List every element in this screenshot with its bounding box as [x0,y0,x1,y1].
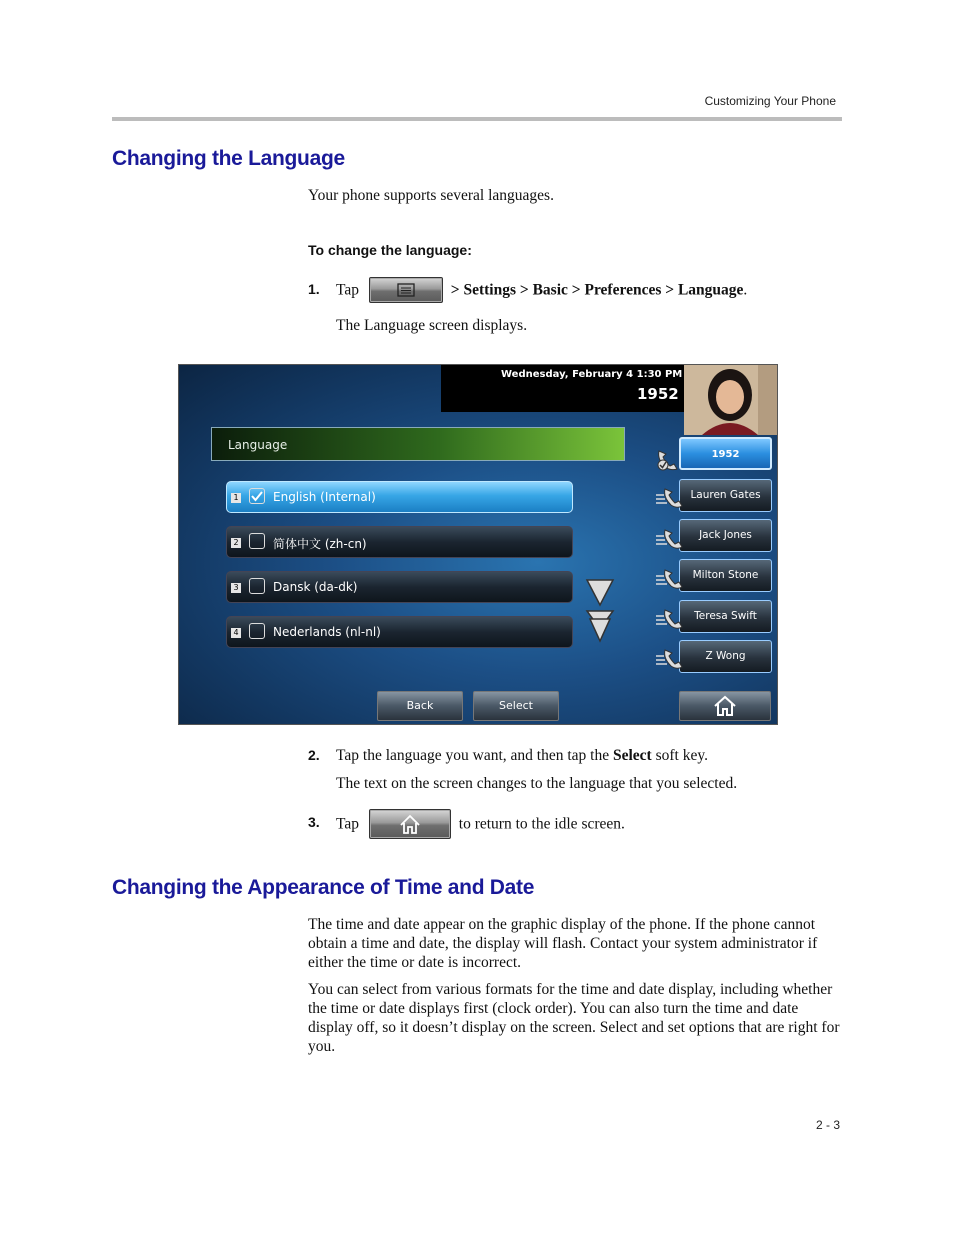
section-title-time-date: Changing the Appearance of Time and Date [112,876,535,899]
contact-photo [684,365,777,435]
date-time: Wednesday, February 4 1:30 PM [501,369,683,380]
person-photo-icon [684,365,777,435]
speed-dial-icon [655,606,683,632]
header-rule [112,117,842,121]
language-screen-screenshot [178,364,778,725]
menu-key-button[interactable] [369,277,443,303]
time-date-paragraph-2: You can select from various formats for the time and date display, including whether the time or date displays first (clock order). You can also turn the time and date display off, so it doesn’t display on the screen. Select and set options that are right for you. [308,981,840,1055]
scroll-down-arrows[interactable] [585,577,615,643]
checkbox[interactable] [249,623,265,639]
select-softkey[interactable]: Select [473,691,559,721]
home-key-button[interactable] [369,809,451,839]
language-option-chinese[interactable] [226,526,573,558]
language-option-dutch[interactable] [226,616,573,648]
checkmark-icon [250,489,264,503]
menu-path: > Settings > Basic > Preferences > Language [450,281,744,299]
option-index: 1 [231,493,241,503]
line-key-lauren-gates[interactable]: Lauren Gates [679,479,772,512]
step-number: 2. [308,747,320,763]
line-key-jack-jones[interactable]: Jack Jones [679,519,772,552]
running-header: Customizing Your Phone [704,94,836,108]
option-index: 4 [231,628,241,638]
option-label: Dansk (da-dk) [273,580,358,594]
step-2-text: Tap the language you want, and then tap the Select soft key. [336,747,708,764]
step-1-result: The Language screen displays. [336,317,528,334]
section-title-language: Changing the Language [112,147,345,170]
speed-dial-icon [655,566,683,592]
option-index: 3 [231,583,241,593]
speed-dial-icon [655,646,683,672]
line-key-milton-stone[interactable]: Milton Stone [679,559,772,592]
option-label: English (Internal) [273,490,376,504]
step-2-result: The text on the screen changes to the language that you selected. [336,775,738,792]
step-number: 1. [308,281,320,297]
speed-dial-icon [655,485,683,511]
speed-dial-icon [655,526,683,552]
back-softkey[interactable]: Back [377,691,463,721]
home-icon [398,810,422,838]
option-label: Nederlands (nl-nl) [273,625,381,639]
line-key-teresa-swift[interactable]: Teresa Swift [679,600,772,633]
step-1-text: Tap > Settings > Basic > Preferences > Language. [336,277,747,305]
time-date-paragraph-1: The time and date appear on the graphic display of the phone. If the phone cannot obtain a time and date, the display will flash. Contact your system administrator if either the time or date is incorrect. [308,916,818,971]
page-number: 2 - 3 [815,1118,840,1132]
line-key-1952[interactable]: 1952 [679,437,772,470]
language-option-danish[interactable] [226,571,573,603]
checkbox[interactable] [249,578,265,594]
option-index: 2 [231,538,241,548]
step-number: 3. [308,814,320,830]
option-label: 简体中文 (zh-cn) [273,537,367,551]
home-icon [712,694,738,718]
page-down-icon [587,611,613,641]
scroll-down-icon [587,580,613,605]
home-softkey[interactable] [679,691,771,721]
line-key-z-wong[interactable]: Z Wong [679,640,772,673]
language-option-english[interactable] [226,481,573,513]
procedure-title: To change the language: [308,242,472,258]
registered-line-icon [655,447,683,473]
checkbox-checked[interactable] [249,488,265,504]
intro-text: Your phone supports several languages. [308,187,554,204]
step-3-text: Tap to return to the idle screen. [336,809,625,839]
checkbox[interactable] [249,533,265,549]
extension-number: 1952 [637,385,679,403]
screen-title-bar: Language [211,427,625,461]
menu-icon [396,278,416,302]
